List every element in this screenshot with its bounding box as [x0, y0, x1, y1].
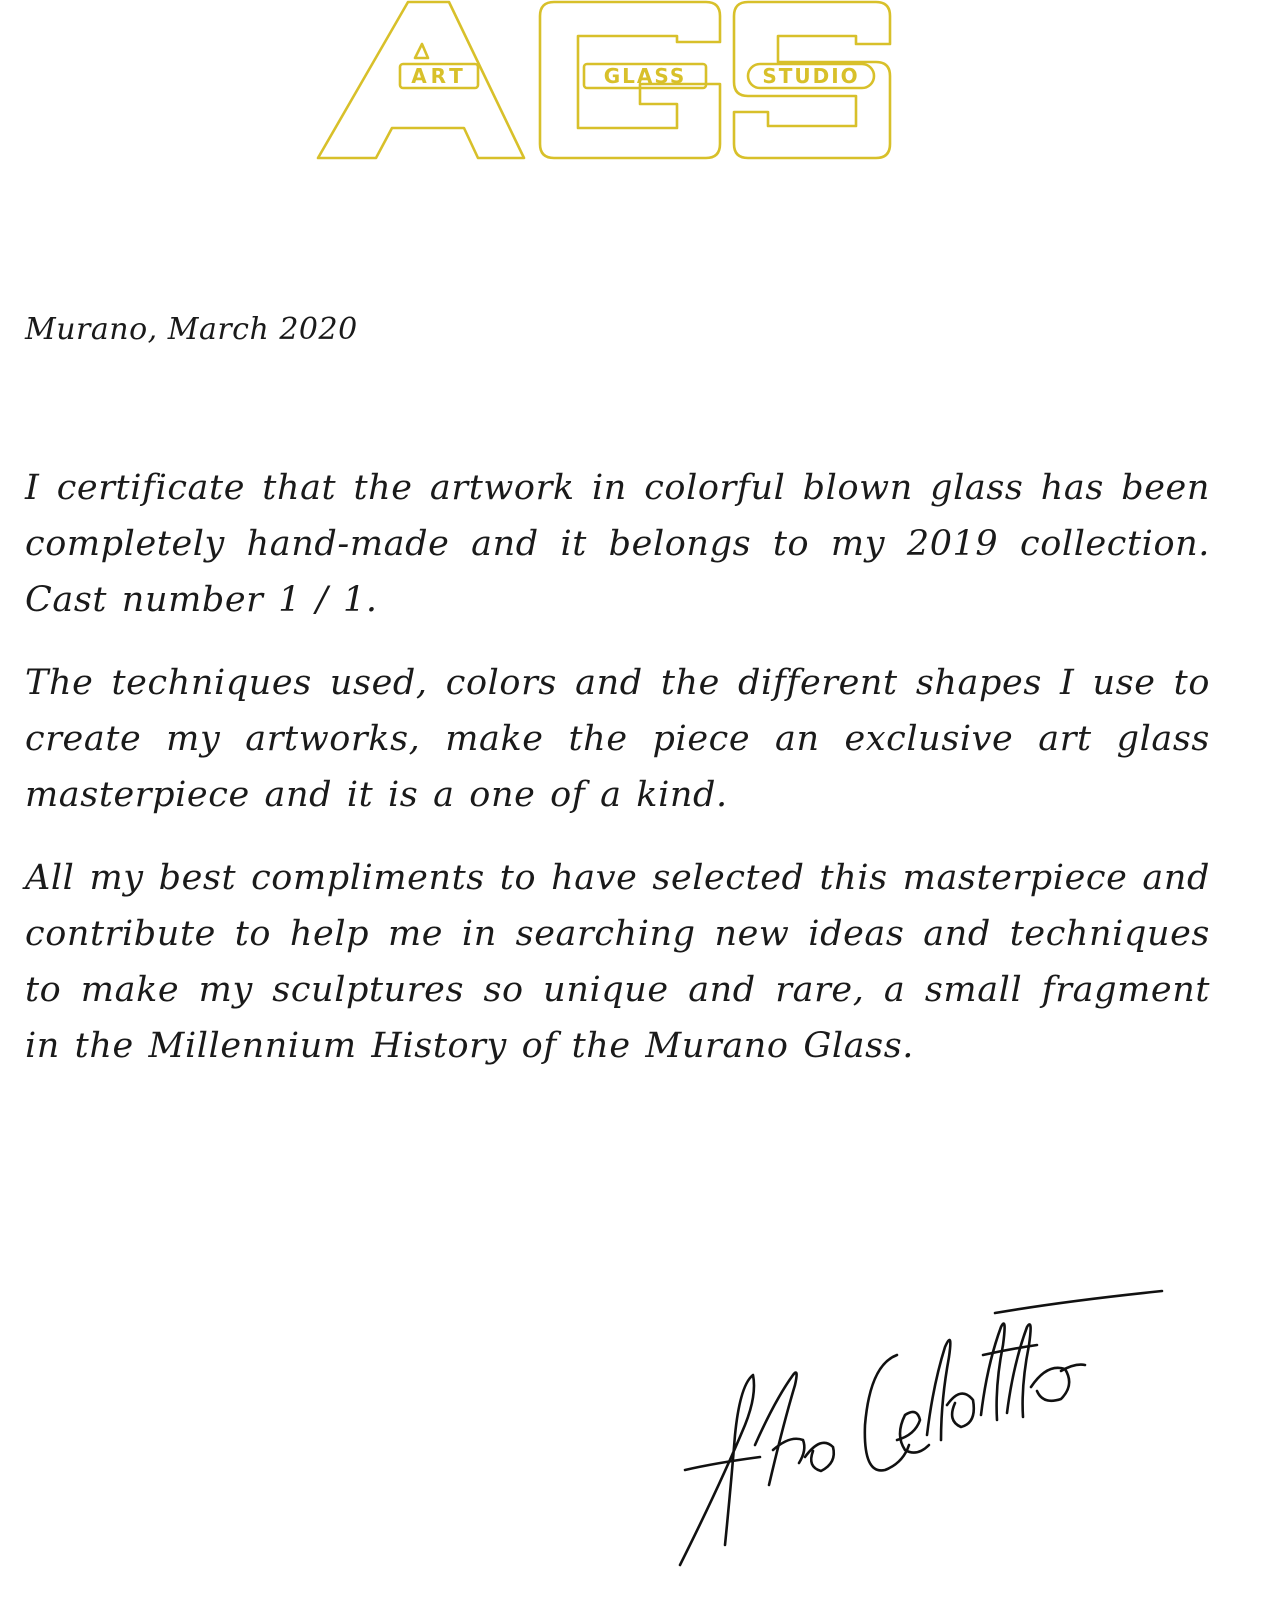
paragraph-certification: I certificate that the artwork in colorful blown glass has been completely hand-made and it belongs to my 2019 collection. Cast number 1 / 1. — [25, 468, 1210, 620]
paragraph-compliments: All my best compliments to have selected this masterpiece and contribute to help me in searching new ideas and techniques to make my sculptures so unique and rare, a small fragment in the Millennium History of the Murano Glass. — [25, 858, 1210, 1066]
place-date: Murano, March 2020 — [25, 312, 358, 347]
logo-word-art: ART — [411, 64, 467, 88]
certificate-body — [25, 460, 1210, 1101]
paragraph-techniques: The techniques used, colors and the different shapes I use to create my artworks, make the piece an exclusive art glass masterpiece and it is a one of a kind. — [25, 663, 1210, 815]
handwritten-signature — [665, 1235, 1185, 1585]
ags-logo — [316, 0, 910, 168]
logo-a-triangle — [415, 44, 428, 58]
logo-word-studio: STUDIO — [762, 64, 860, 88]
logo-word-glass: GLASS — [603, 64, 687, 88]
